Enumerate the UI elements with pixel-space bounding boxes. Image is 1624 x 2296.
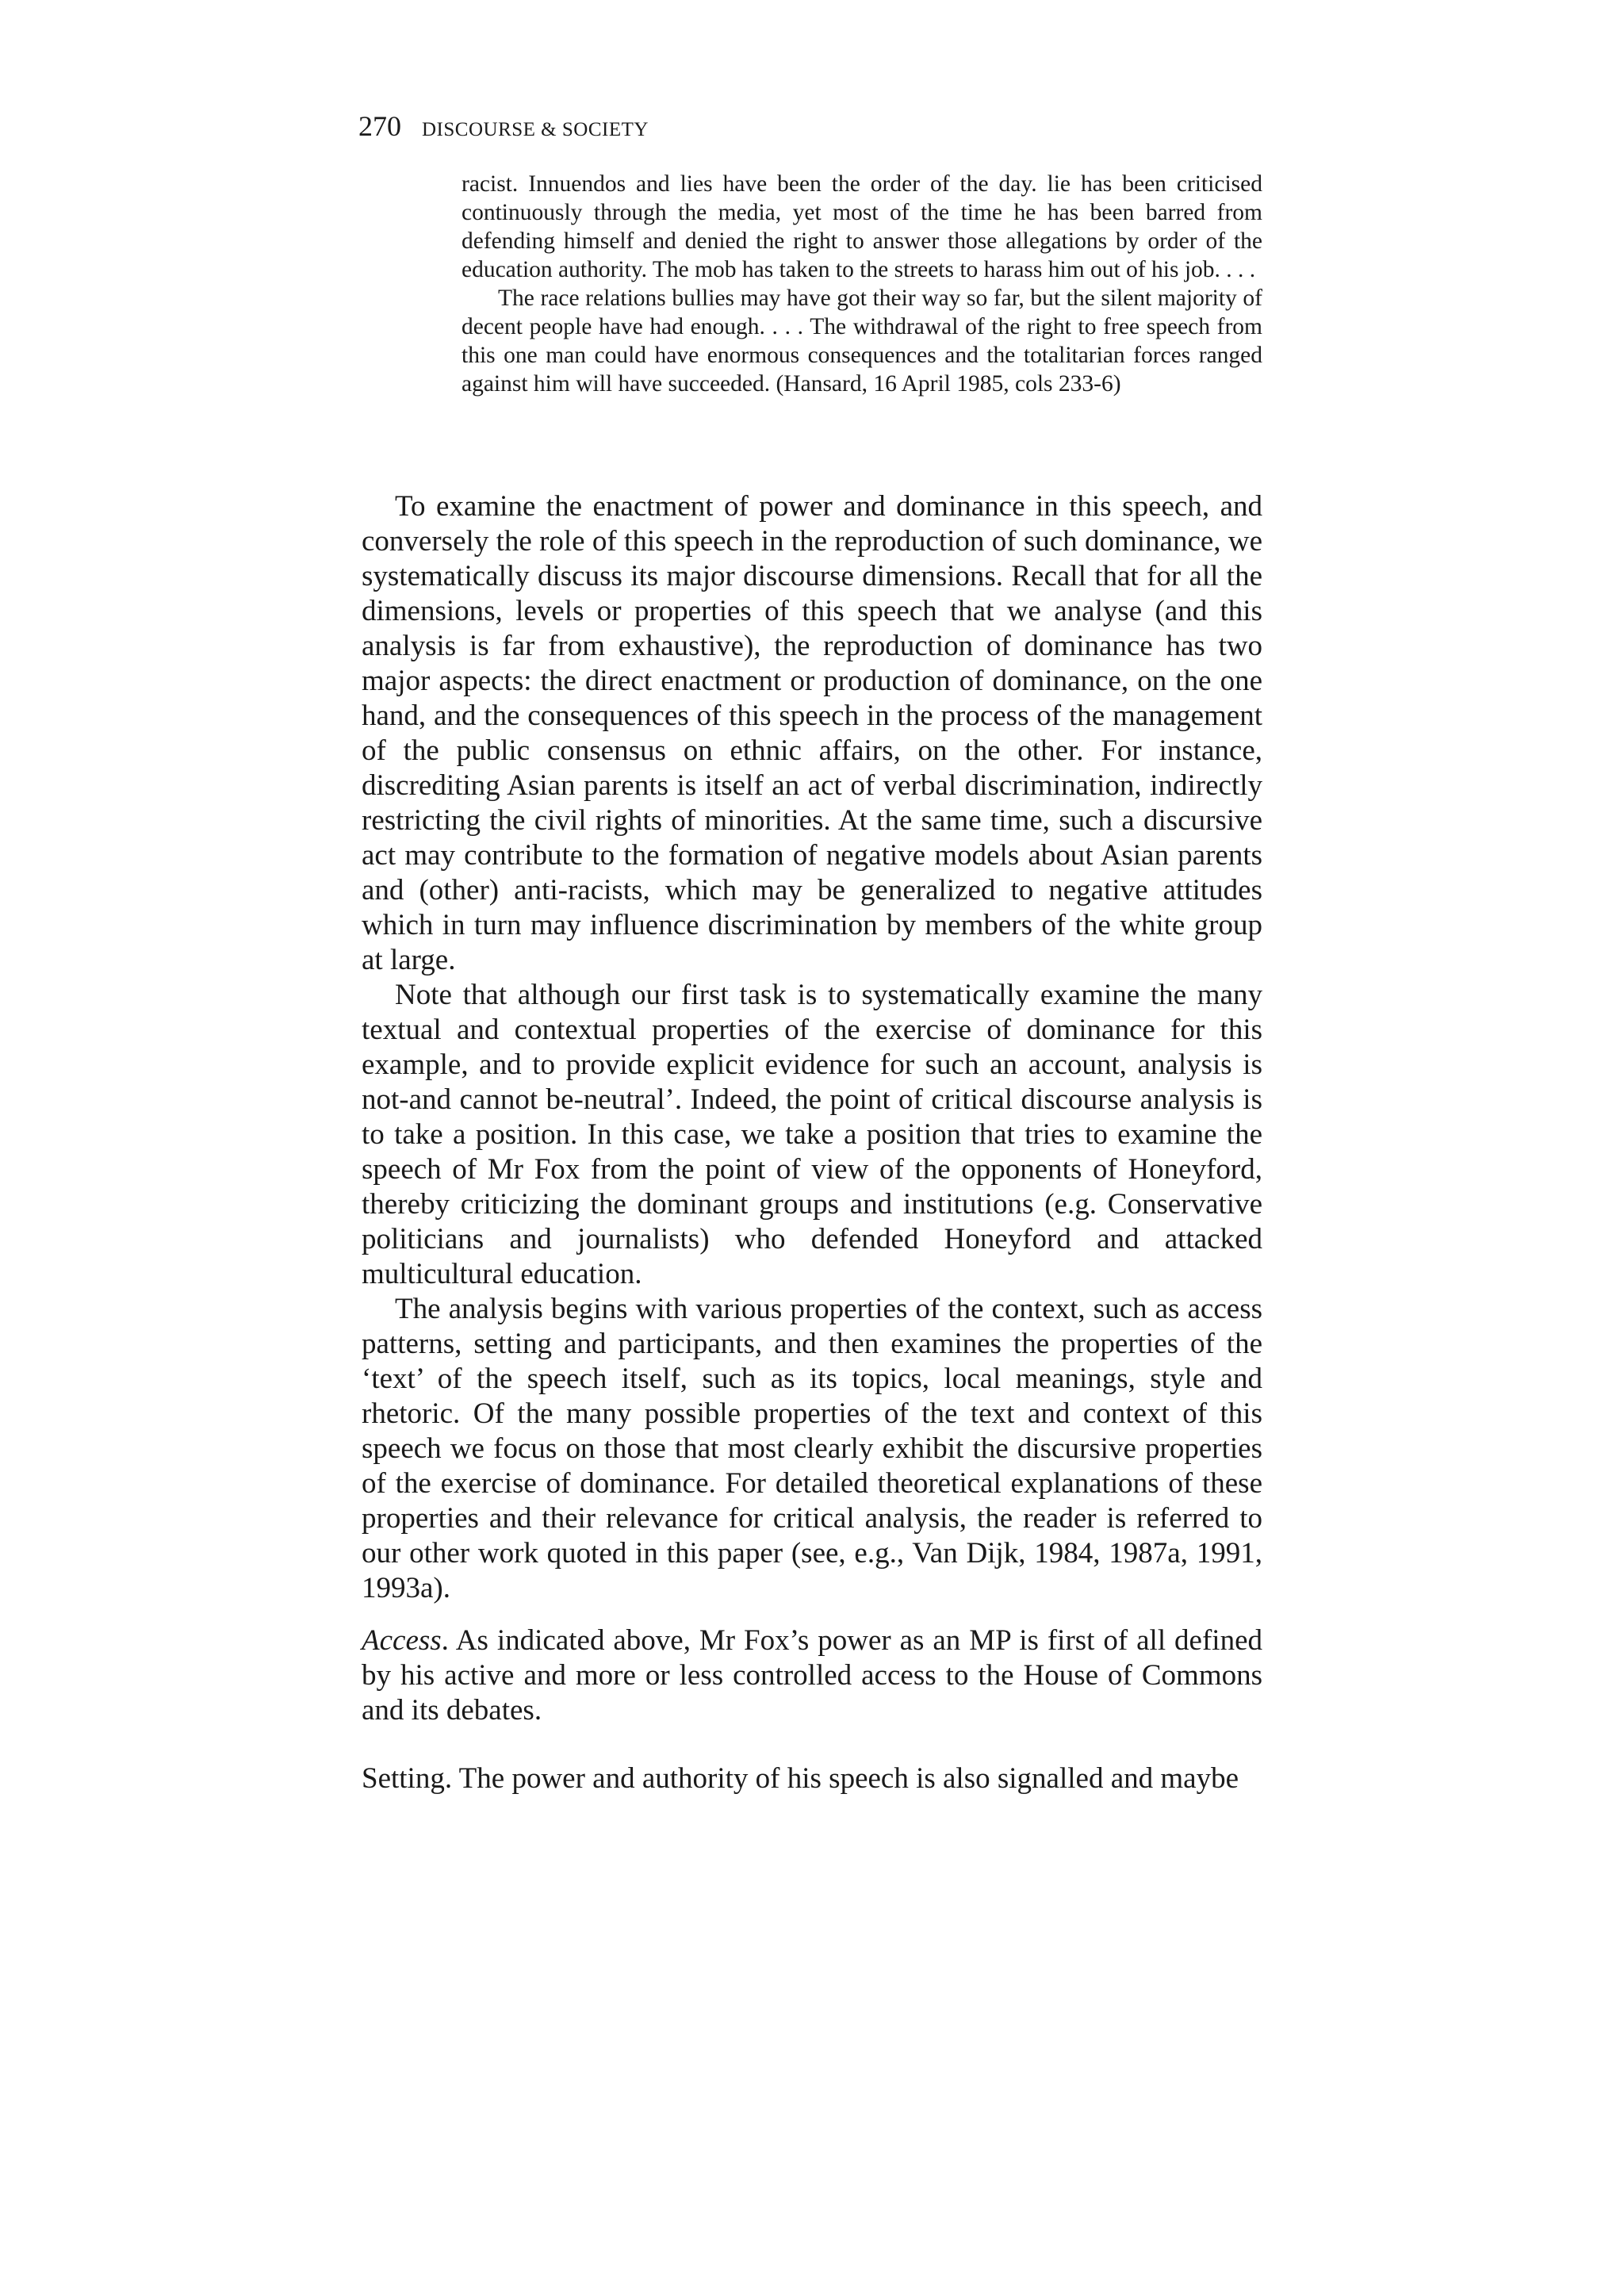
body-paragraph: The analysis begins with various properties of the context, such as access patterns, setting and participants, and then examines the properties of the ‘text’ of the speech itself, such as its topics, local meanings, style and rhetoric. Of the many possible properties of the text and context of this speech we focus on those that most clearly exhibit the discursive properties of the exercise of dominance. For detailed theoretical explanations of these properties and their relevance for critical analysis, the reader is referred to our other work quoted in this paper (see, e.g., Van Dijk, 1984, 1987a, 1991, 1993a).: [362, 1293, 1262, 1604]
running-head: [358, 109, 649, 143]
body-paragraph: To examine the enactment of power and dominance in this speech, and conversely the role of this speech in the reproduction of such dominance, we systematically discuss its major discourse dimensions. Recall that for all the dimensions, levels or properties of this speech that we analyse (and this analysis is far from exhaustive), the reproduction of dominance has two major aspects: the direct enactment or production of dominance, on the one hand, and the consequences of this speech in the process of the management of the public consensus on ethnic affairs, on the other. For instance, discrediting Asian parents is itself an act of verbal discrimination, indirectly restricting the civil rights of minorities. At the same time, such a discursive act may contribute to the formation of negative models about Asian parents and (other) anti-racists, which may be generalized to negative attitudes which in turn may influence discrimination by members of the white group at large.: [362, 490, 1262, 976]
quote-paragraph: The race relations bullies may have got their way so far, but the silent majority of decent people have had enough. . . . The withdrawal of the right to free speech from this one man could have enormous consequences and the totalitarian forces ranged against him will have succeeded. (Hansard, 16 April 1985, cols 233-6): [462, 286, 1262, 397]
block-quote: [462, 170, 1262, 398]
quote-paragraph: racist. Innuendos and lies have been the order of the day. lie has been criticised continuously through the media, yet most of the time he has been barred from defending himself and denied the right to answer those allegations by order of the education authority. The mob has taken to the streets to harass him out of his job. . . .: [462, 171, 1262, 282]
access-paragraph: [362, 1623, 1262, 1728]
body-paragraph: Note that although our first task is to systematically examine the many textual and contextual properties of the exercise of dominance for this example, and to provide explicit evidence for such an account, analysis is not-and cannot be-neutral’. Indeed, the point of critical discourse analysis is to take a position. In this case, we take a position that tries to examine the speech of Mr Fox from the point of view of the opponents of Honeyford, thereby criticizing the dominant groups and institutions (e.g. Conservative politicians and journalists) who defended Honeyford and attacked multicultural education.: [362, 979, 1262, 1290]
journal-name: DISCOURSE & SOCIETY: [422, 119, 649, 140]
setting-paragraph: Setting. The power and authority of his speech is also signalled and maybe: [362, 1762, 1239, 1795]
access-heading: Access: [362, 1624, 442, 1657]
access-text: . As indicated above, Mr Fox’s power as an MP is first of all defined by his active and more or less controlled access to the House of Commons and its debates.: [362, 1624, 1262, 1727]
page-number: 270: [358, 110, 401, 142]
body-text: [362, 489, 1262, 1796]
